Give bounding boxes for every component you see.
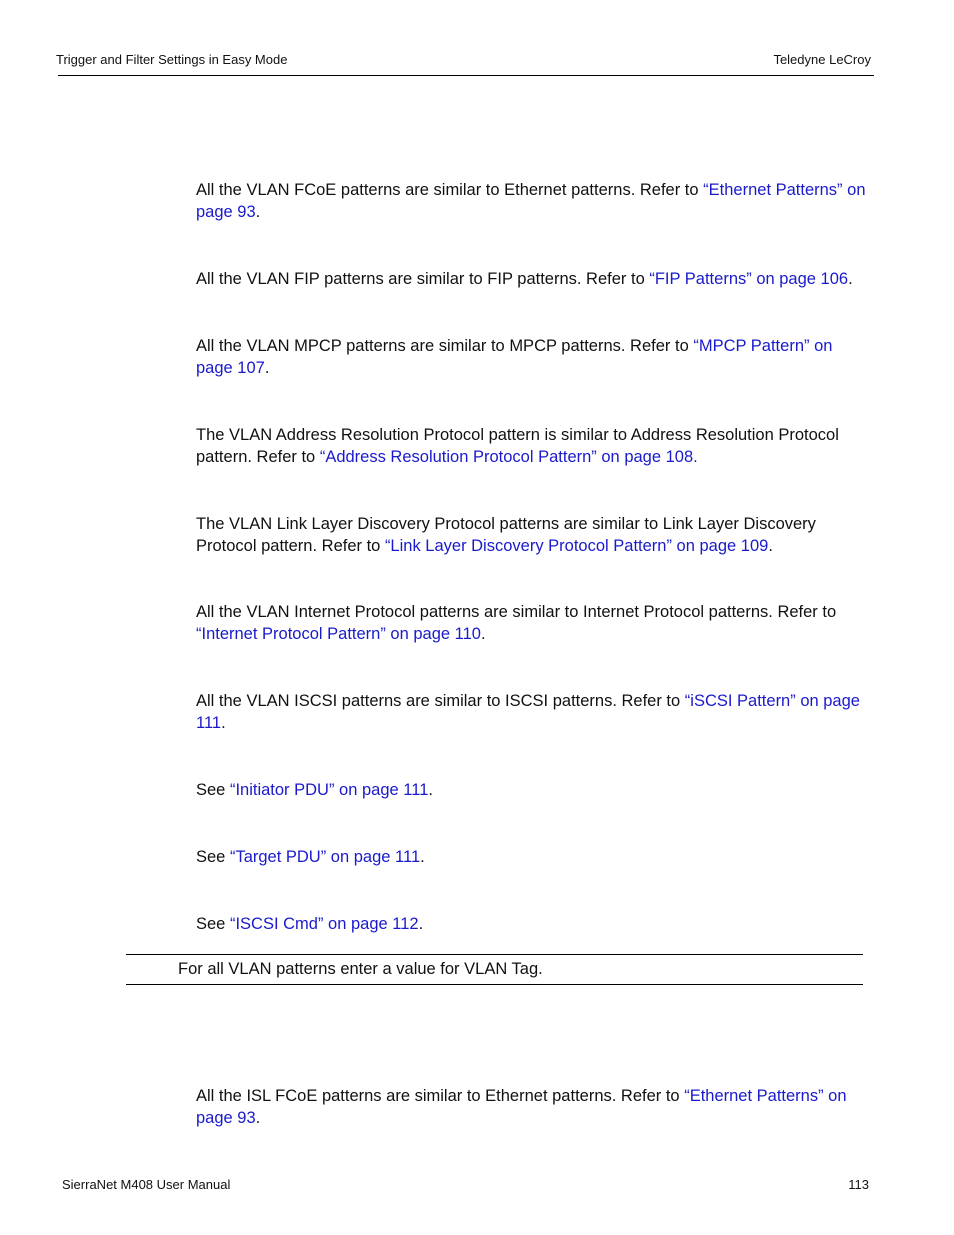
- link-ethernet-patterns[interactable]: “Ethernet Patterns” on page 93: [196, 181, 866, 221]
- page-number: 113: [848, 1177, 869, 1192]
- page-footer: [62, 1177, 869, 1197]
- paragraph-punct: .: [428, 781, 433, 799]
- paragraph-target-pdu: [196, 846, 868, 868]
- paragraph-text: See: [196, 915, 230, 933]
- link-initiator-pdu[interactable]: “Initiator PDU” on page 111: [229, 781, 429, 799]
- link-lldp-pattern[interactable]: “Link Layer Discovery Protocol Pattern” on page 109: [384, 537, 769, 555]
- paragraph-vlan-fip: [196, 268, 868, 290]
- paragraph-isl-fcoe: [196, 1085, 868, 1129]
- paragraph-vlan-ip: [196, 601, 868, 645]
- footer-manual-title: SierraNet M408 User Manual: [62, 1177, 231, 1192]
- paragraph-vlan-iscsi: [196, 690, 868, 734]
- paragraph-text: The VLAN Link Layer Discovery Protocol patterns are similar to Link Layer Discovery Protocol pattern. Refer to: [196, 515, 816, 555]
- paragraph-text: All the VLAN FCoE patterns are similar to Ethernet patterns. Refer to: [196, 181, 704, 199]
- paragraph-punct: .: [480, 625, 486, 643]
- paragraph-text: All the ISL FCoE patterns are similar to Ethernet patterns. Refer to: [196, 1087, 685, 1105]
- link-fip-patterns[interactable]: “FIP Patterns” on page 106: [649, 270, 849, 288]
- link-arp-pattern[interactable]: “Address Resolution Protocol Pattern” on page 108.: [319, 448, 698, 466]
- paragraph-punct: .: [848, 270, 853, 288]
- paragraph-vlan-fcoe: [196, 179, 868, 223]
- link-mpcp-pattern[interactable]: “MPCP Pattern” on page 107: [196, 337, 833, 377]
- paragraph-text: All the VLAN FIP patterns are similar to FIP patterns. Refer to: [196, 270, 650, 288]
- paragraph-text: See: [196, 848, 230, 866]
- paragraph-punct: .: [255, 1109, 261, 1127]
- paragraph-punct: .: [264, 359, 270, 377]
- paragraph-text: All the VLAN Internet Protocol patterns are similar to Internet Protocol patterns. Refer to: [196, 603, 837, 621]
- link-iscsi-pattern[interactable]: “iSCSI Pattern” on page 111: [196, 692, 860, 732]
- paragraph-text: All the VLAN MPCP patterns are similar to MPCP patterns. Refer to: [196, 337, 694, 355]
- link-iscsi-cmd[interactable]: “ISCSI Cmd” on page 112: [229, 915, 419, 933]
- paragraph-vlan-mpcp: [196, 335, 868, 379]
- paragraph-iscsi-cmd: [196, 913, 868, 935]
- link-ethernet-patterns-isl[interactable]: “Ethernet Patterns” on page 93: [196, 1087, 847, 1127]
- paragraph-punct: .: [768, 537, 773, 555]
- page-header: [56, 52, 871, 72]
- note-box: [126, 954, 863, 985]
- paragraph-text: All the VLAN ISCSI patterns are similar to ISCSI patterns. Refer to: [196, 692, 685, 710]
- paragraph-vlan-lldp: [196, 513, 868, 557]
- link-target-pdu[interactable]: “Target PDU” on page 111: [229, 848, 421, 866]
- paragraph-punct: .: [221, 714, 226, 732]
- paragraph-initiator-pdu: [196, 779, 868, 801]
- header-section-title: Trigger and Filter Settings in Easy Mode: [56, 52, 288, 67]
- paragraph-text: See: [196, 781, 230, 799]
- paragraph-punct: .: [418, 915, 424, 933]
- link-ip-pattern[interactable]: “Internet Protocol Pattern” on page 110: [196, 625, 481, 643]
- paragraph-vlan-arp: [196, 424, 868, 468]
- paragraph-text: The VLAN Address Resolution Protocol pattern is similar to Address Resolution Protocol pattern. Refer to: [196, 426, 839, 466]
- note-text: For all VLAN patterns enter a value for VLAN Tag.: [178, 960, 543, 978]
- paragraph-punct: .: [420, 848, 425, 866]
- header-divider: [58, 75, 874, 76]
- paragraph-punct: .: [255, 203, 261, 221]
- header-company: Teledyne LeCroy: [773, 52, 871, 67]
